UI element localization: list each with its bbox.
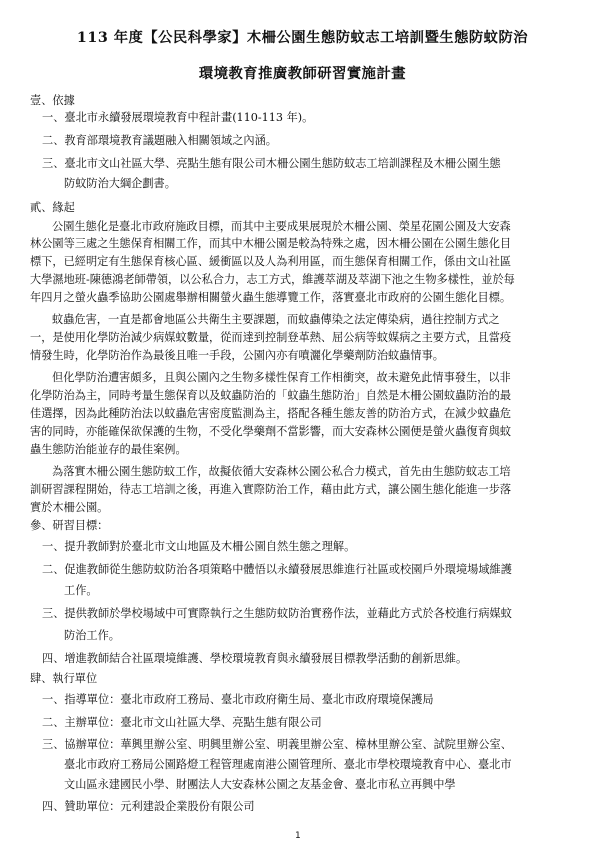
document-title-line-1: 113 年度【公民科學家】木柵公園生態防蚊志工培訓暨生態防蚊防治 — [76, 30, 529, 46]
list-item-continuation: 工作。 — [64, 584, 98, 597]
list-item-continuation: 防蚊防治大綱企劃書。 — [64, 177, 176, 190]
paragraph-line: 佳選擇，因為此種防治法以蚊蟲危害密度監測為主，搭配各種生態友善的防治方式，在減少蚊蟲危 — [30, 407, 512, 420]
paragraph-line: 情發生時，化學防治作為最後且唯一手段，公園內亦有噴灑化學藥劑防治蚊蟲情事。 — [30, 349, 444, 362]
paragraph-line: 實於木柵公園。 — [30, 501, 109, 514]
paragraph-line: 標下，已經明定有生態保育核心區、緩衝區以及人為利用區，而生態保育相關工作，係由文山社區 — [30, 255, 512, 268]
list-item: 一、提升教師對於臺北市文山地區及木柵公園自然生態之理解。 — [42, 540, 356, 553]
page-number: 1 — [295, 831, 301, 841]
list-item: 三、臺北市文山社區大學、亮點生態有限公司木柵公園生態防蚊志工培訓課程及木柵公園生態 — [42, 157, 501, 170]
document-title-line-2: 環境教育推廣教師研習實施計畫 — [198, 66, 407, 82]
section-heading: 壹、依據 — [30, 94, 75, 107]
list-item-continuation: 防治工作。 — [64, 629, 120, 642]
list-item: 四、增進教師結合社區環境維護、學校環境教育與永續發展目標教學活動的創新思維。 — [42, 652, 468, 665]
list-item: 二、促進教師從生態防蚊防治各項策略中體悟以永續發展思維進行社區或校園戶外環境場域維護 — [42, 563, 512, 576]
paragraph-line: 年四月之螢火蟲季協助公園處舉辦相關螢火蟲生態導覽工作，落實臺北市政府的公園生態化目標。 — [30, 291, 512, 304]
paragraph-line: 化學防治為主，同時考量生態保育以及蚊蟲防治的「蚊蟲生態防治」自然是木柵公園蚊蟲防治的最 — [30, 389, 512, 402]
list-item-continuation: 文山區永建國民小學、財團法人大安森林公園之友基金會、臺北市私立再興中學 — [64, 778, 456, 791]
list-item: 二、教育部環境教育議題融入相關領域之內涵。 — [42, 134, 277, 147]
paragraph-line: 大學濕地班-陳德鴻老師帶領，以公私合力，志工方式，維護萃湖及萃湖下池之生物多樣性，並於每 — [30, 273, 515, 286]
paragraph-line: 林公園等三處之生態保育相關工作，而其中木柵公園是較為特殊之處，因木柵公園在公園生態化目 — [30, 237, 512, 250]
paragraph-line: 公園生態化是臺北市政府施政目標，而其中主要成果展現於木柵公園、榮星花園公園及大安森 — [52, 220, 511, 233]
section-heading: 肆、執行單位 — [30, 672, 98, 685]
list-item: 一、臺北市永續發展環境教育中程計畫(110-113 年)。 — [42, 111, 314, 124]
paragraph-line: 蟲生態防治能並存的最佳案例。 — [30, 443, 187, 456]
paragraph-line: 為落實木柵公園生態防蚊工作，故擬依循大安森林公園公私合力模式，首先由生態防蚊志工培 — [52, 465, 511, 478]
paragraph-line: 訓研習課程開始，待志工培訓之後，再進入實際防治工作，藉由此方式，讓公園生態化能進一步落 — [30, 483, 512, 496]
paragraph-line: 一，是使用化學防治減少病媒蚊數量，從而達到控制登革熱、屈公病等蚊媒病之主要方式，且當疫 — [30, 331, 512, 344]
list-item: 四、贊助單位：元利建設企業股份有限公司 — [42, 800, 255, 813]
list-item: 一、指導單位：臺北市政府工務局、臺北市政府衛生局、臺北市政府環境保護局 — [42, 693, 434, 706]
list-item: 二、主辦單位：臺北市文山社區大學、亮點生態有限公司 — [42, 716, 322, 729]
list-item-continuation: 臺北市政府工務局公園路燈工程管理處南港公園管理所、臺北市學校環境教育中心、臺北市 — [64, 758, 512, 771]
paragraph-line: 但化學防治遭害頗多，且與公園內之生物多樣性保育工作相衝突，故未避免此情事發生，以非 — [52, 371, 511, 384]
list-item: 三、提供教師於學校場域中可實際執行之生態防蚊防治實務作法，並藉此方式於各校進行病媒蚊 — [42, 607, 512, 620]
paragraph-line: 蚊蟲危害，一直是都會地區公共衛生主要課題，而蚊蟲傳染之法定傳染病，過往控制方式之 — [52, 313, 500, 326]
list-item: 三、協辦單位：華興里辦公室、明興里辦公室、明義里辦公室、樟林里辦公室、試院里辦公室、 — [42, 738, 512, 751]
section-heading: 參、研習目標： — [30, 519, 109, 532]
section-heading: 貳、緣起 — [30, 201, 75, 214]
paragraph-line: 害的同時，亦能確保欲保護的生物，不受化學藥劑不當影響，而大安森林公園便是螢火蟲復育與蚊 — [30, 425, 512, 438]
